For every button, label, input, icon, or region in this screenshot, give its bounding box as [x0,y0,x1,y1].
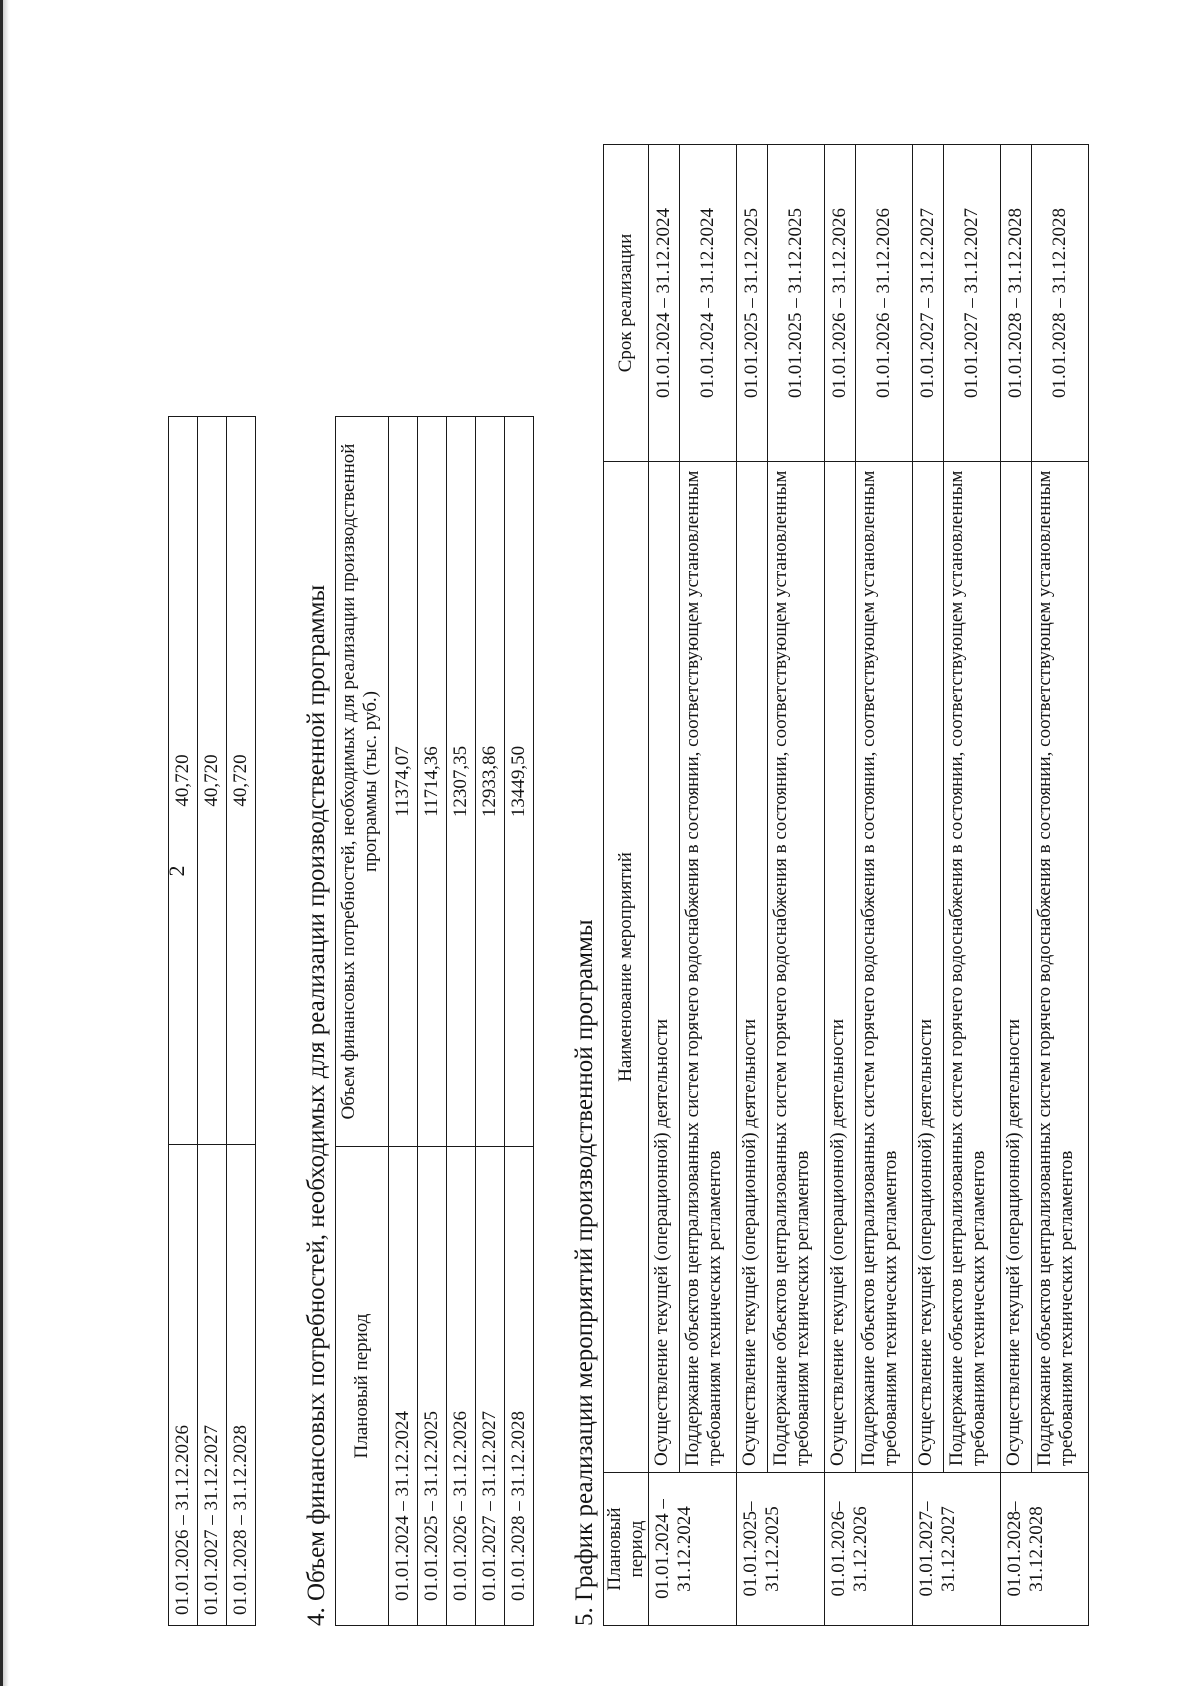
table-row [1001,145,1032,1626]
financial-table-body [389,417,534,1626]
table-row [680,145,737,1626]
table-row [856,145,913,1626]
period-cell: 01.01.2026– 31.12.2026 [825,1473,913,1626]
header-planned-period: Плановый период [336,1147,389,1626]
continued-table [168,416,256,1626]
table-row [169,417,198,1626]
financial-table-header-row [336,417,389,1626]
value-cell: 40,720 [169,417,198,1145]
header-implementation-term: Срок реализации [604,145,649,462]
term-cell: 01.01.2025 – 31.12.2025 [768,145,825,462]
financial-needs-table [335,416,534,1626]
continued-table-body [169,417,256,1626]
activity-name-cell: Осуществление текущей (операционной) деятельности [825,462,856,1473]
header-activity-name: Наименование мероприятий [604,462,649,1473]
term-cell: 01.01.2028 – 31.12.2028 [1001,145,1032,462]
activity-name-cell: Осуществление текущей (операционной) деятельности [649,462,680,1473]
activity-name-cell: Поддержание объектов централизованных систем горячего водоснабжения в состоянии, соответствующем установленным требованиям технических регламентов [680,462,737,1473]
period-cell: 01.01.2028 – 31.12.2028 [227,1145,256,1626]
table-row [1032,145,1089,1626]
activity-name-cell: Осуществление текущей (операционной) деятельности [913,462,944,1473]
period-cell: 01.01.2026 – 31.12.2026 [169,1145,198,1626]
period-cell: 01.01.2028 – 31.12.2028 [505,1147,534,1626]
scan-edge-shadow [3,0,9,1686]
financial-volume-cell: 11374,07 [389,417,418,1147]
table-row [737,145,768,1626]
table-row [447,417,476,1626]
schedule-table-header-row [604,145,649,1626]
period-cell: 01.01.2028– 31.12.2028 [1001,1473,1089,1626]
table-row [227,417,256,1626]
financial-volume-cell: 13449,50 [505,417,534,1147]
period-cell: 01.01.2027 – 31.12.2027 [476,1147,505,1626]
term-cell: 01.01.2026 – 31.12.2026 [856,145,913,462]
term-cell: 01.01.2024 – 31.12.2024 [680,145,737,462]
table-row [768,145,825,1626]
table-row [389,417,418,1626]
financial-volume-cell: 11714,36 [418,417,447,1147]
term-cell: 01.01.2025 – 31.12.2025 [737,145,768,462]
activity-name-cell: Поддержание объектов централизованных систем горячего водоснабжения в состоянии, соответствующем установленным требованиям технических регламентов [768,462,825,1473]
term-cell: 01.01.2024 – 31.12.2024 [649,145,680,462]
header-financial-volume: Объем финансовых потребностей, необходимых для реализации производственной программы (тыс. руб.) [336,417,389,1147]
header-planned-period: Плановый период [604,1473,649,1626]
table-row [825,145,856,1626]
activity-name-cell: Поддержание объектов централизованных систем горячего водоснабжения в состоянии, соответствующем установленным требованиям технических регламентов [856,462,913,1473]
table-row [198,417,227,1626]
value-cell: 40,720 [198,417,227,1145]
term-cell: 01.01.2027 – 31.12.2027 [944,145,1001,462]
schedule-table [603,144,1089,1626]
term-cell: 01.01.2028 – 31.12.2028 [1032,145,1089,462]
section-5-heading: 5. График реализации мероприятий производственной программы [571,919,598,1626]
financial-volume-cell: 12307,35 [447,417,476,1147]
value-cell: 40,720 [227,417,256,1145]
page-number: 2 [164,865,189,877]
table-row [505,417,534,1626]
activity-name-cell: Осуществление текущей (операционной) деятельности [737,462,768,1473]
table-row [476,417,505,1626]
period-cell: 01.01.2027– 31.12.2027 [913,1473,1001,1626]
period-cell: 01.01.2026 – 31.12.2026 [447,1147,476,1626]
activity-name-cell: Поддержание объектов централизованных систем горячего водоснабжения в состоянии, соответствующем установленным требованиям технических регламентов [1032,462,1089,1473]
section-4-heading: 4. Объем финансовых потребностей, необходимых для реализации производственной программы [303,584,330,1626]
rotated-document-page [150,106,1077,1686]
period-cell: 01.01.2027 – 31.12.2027 [198,1145,227,1626]
table-row [649,145,680,1626]
table-row [913,145,944,1626]
activity-name-cell: Поддержание объектов централизованных систем горячего водоснабжения в состоянии, соответствующем установленным требованиям технических регламентов [944,462,1001,1473]
table-row [944,145,1001,1626]
period-cell: 01.01.2024 – 31.12.2024 [389,1147,418,1626]
term-cell: 01.01.2026 – 31.12.2026 [825,145,856,462]
table-row [418,417,447,1626]
activity-name-cell: Осуществление текущей (операционной) деятельности [1001,462,1032,1473]
financial-volume-cell: 12933,86 [476,417,505,1147]
page-content [150,116,1077,1626]
term-cell: 01.01.2027 – 31.12.2027 [913,145,944,462]
period-cell: 01.01.2024 – 31.12.2024 [649,1473,737,1626]
period-cell: 01.01.2025 – 31.12.2025 [418,1147,447,1626]
schedule-table-body [649,145,1089,1626]
period-cell: 01.01.2025– 31.12.2025 [737,1473,825,1626]
